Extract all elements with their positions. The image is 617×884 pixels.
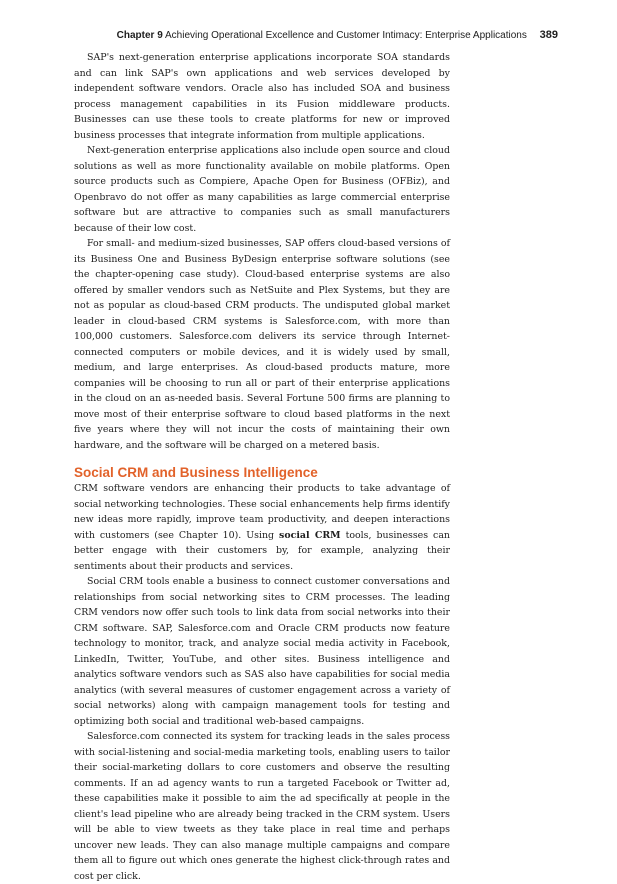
running-header <box>0 29 558 41</box>
paragraph-salesforce: Salesforce.com connected its system for tracking leads in the sales process with social-listening and social-media marketing tools, enabling users to tailor their social-marketing dollars to core customers and observe the resulting comments. If an ad agency wants to run a targeted Facebook or Twitter ad, these capabilities make it possible to aim the ad specifically at people in the client's lead pipeline who are already being tracked in the CRM system. Users will be able to view tweets as they take place in real time and perhaps uncover new leads. They can also manage multiple campaigns and compare them all to figure out which ones generate the highest click-through rates and cost per click. <box>74 731 450 882</box>
chapter-title: Achieving Operational Excellence and Customer Intimacy: Enterprise Applications <box>165 30 527 41</box>
paragraph-open-source: Next-generation enterprise applications also include open source and cloud solutions as well as more functionality available on mobile platforms. Open source products such as Compiere, Apache Open for Business (OFBiz), and Openbravo do not offer as many capabilities as large commercial enterprise software but are attractive to companies such as small manufacturers because of their low cost. <box>74 145 450 234</box>
paragraph-social-crm-intro <box>74 481 450 574</box>
key-term-social-crm: social CRM <box>279 529 341 541</box>
paragraph-social-crm-tools: Social CRM tools enable a business to connect customer conversations and relationships from social networking sites to CRM processes. The leading CRM vendors now offer such tools to link data from social networks into their CRM software. SAP, Salesforce.com and Oracle CRM products now feature technology to monitor, track, and analyze social media activity in Facebook, LinkedIn, Twitter, YouTube, and other sites. Business intelligence and analytics software vendors such as SAS also have capabilities for social media analytics (with several measures of customer engagement across a variety of social networks) along with campaign management tools for testing and optimizing both social and traditional web-based campaigns. <box>74 576 450 727</box>
page-body <box>74 50 450 884</box>
paragraph-text: tools, businesses can better engage with their customers by, for example, analyzing their sentiments about their products and services. <box>74 529 450 572</box>
chapter-label: Chapter 9 <box>116 30 163 41</box>
section-heading: Social CRM and Business Intelligence <box>74 465 318 480</box>
paragraph-text: CRM software vendors are enhancing their products to take advantage of social networking technologies. These social enhancements help firms identify new ideas more rapidly, improve team productivity, and deepen interactions with customers (see Chapter 10). Using <box>74 483 450 541</box>
page-number: 389 <box>539 29 558 41</box>
paragraph-soa: SAP's next-generation enterprise applications incorporate SOA standards and can link SAP's own applications and web services developed by independent software vendors. Oracle also has included SOA and business process management capabilities in its Fusion middleware products. Businesses can use these tools to create platforms for new or improved business processes that integrate information from multiple applications. <box>74 52 450 141</box>
paragraph-cloud: For small- and medium-sized businesses, SAP offers cloud-based versions of its Business One and Business ByDesign enterprise software solutions (see the chapter-opening case study). Cloud-based enterprise systems are also offered by smaller vendors such as NetSuite and Plex Systems, but they are not as popular as cloud-based CRM products. The undisputed global market leader in cloud-based CRM systems is Salesforce.com, with more than 100,000 customers. Salesforce.com delivers its service through Internet-connected computers or mobile devices, and it is widely used by small, medium, and large enterprises. As cloud-based products mature, more companies will be choosing to run all or part of their enterprise applications in the cloud on an as-needed basis. Several Fortune 500 firms are planning to move most of their enterprise software to cloud based platforms in the next five years where they will not incur the costs of maintaining their own hardware, and the software will be charged on a metered basis. <box>74 238 450 451</box>
